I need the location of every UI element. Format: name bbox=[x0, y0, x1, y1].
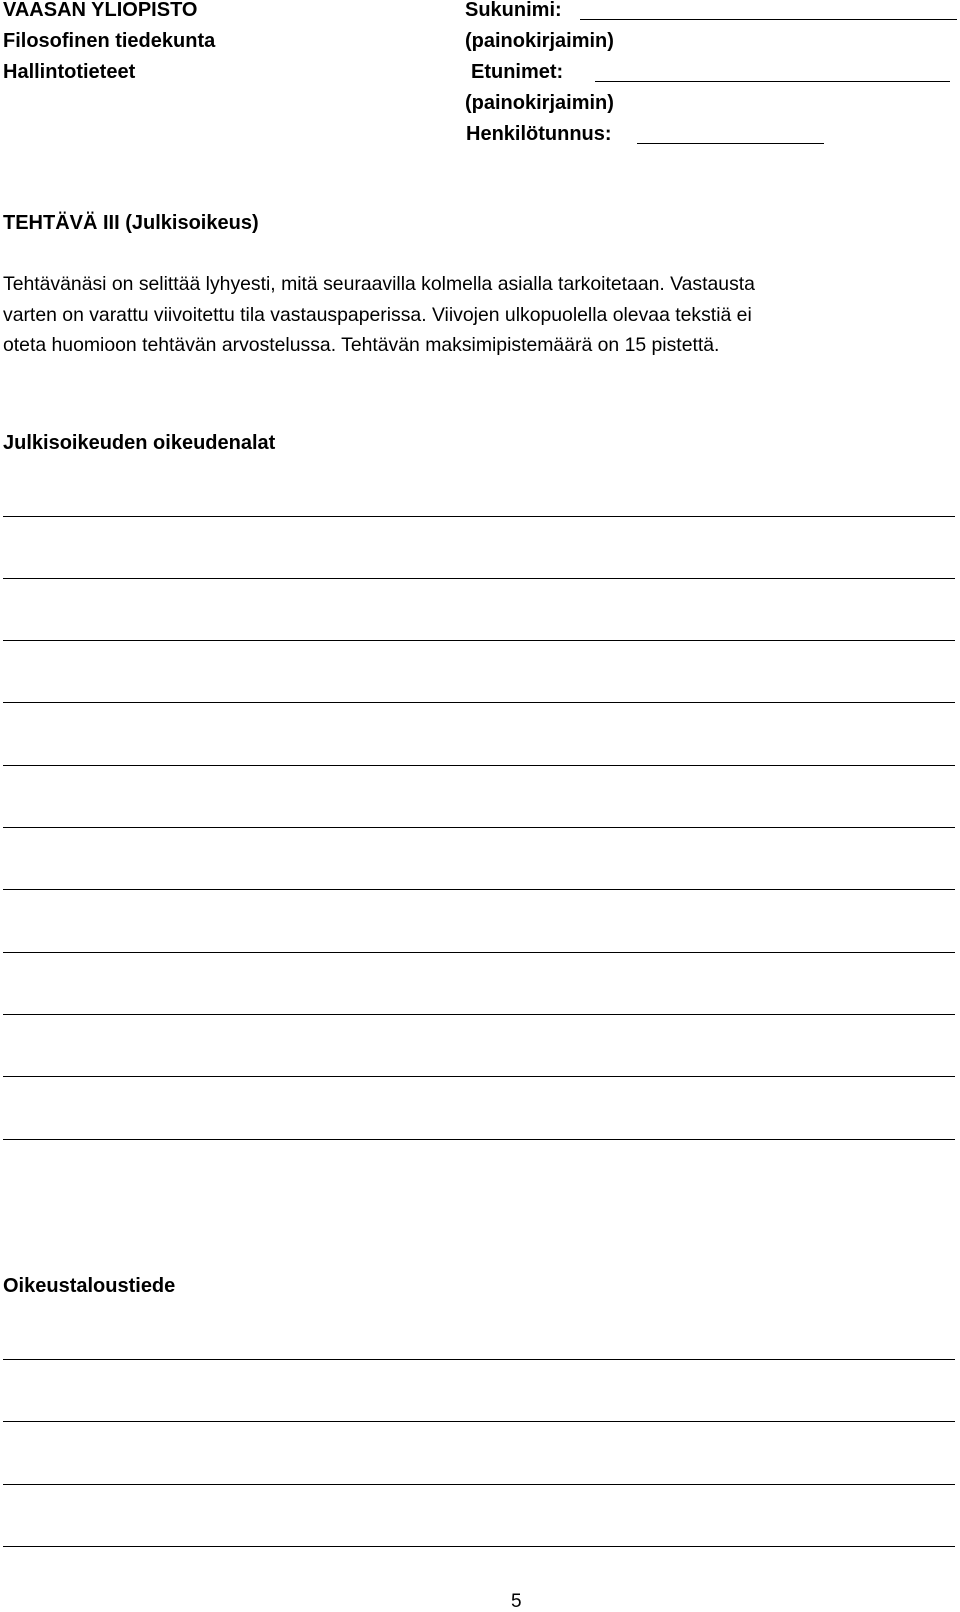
section-heading-1: Julkisoikeuden oikeudenalat bbox=[3, 432, 276, 454]
answer-line[interactable] bbox=[3, 1546, 955, 1547]
answer-line[interactable] bbox=[3, 640, 955, 641]
university-name: VAASAN YLIOPISTO bbox=[3, 0, 198, 21]
firstnames-note: (painokirjaimin) bbox=[465, 92, 614, 114]
program-name: Hallintotieteet bbox=[3, 61, 136, 83]
answer-line[interactable] bbox=[3, 765, 955, 766]
firstnames-label: Etunimet: bbox=[471, 61, 564, 83]
answer-line[interactable] bbox=[3, 516, 955, 517]
task-title: TEHTÄVÄ III (Julkisoikeus) bbox=[3, 212, 259, 234]
id-label: Henkilötunnus: bbox=[466, 123, 612, 145]
id-field-line[interactable] bbox=[637, 143, 824, 144]
answer-line[interactable] bbox=[3, 1359, 955, 1360]
instruction-line: Tehtävänäsi on selittää lyhyesti, mitä seuraavilla kolmella asialla tarkoitetaan. Vastausta bbox=[3, 273, 755, 295]
answer-line[interactable] bbox=[3, 1076, 955, 1077]
answer-line[interactable] bbox=[3, 1484, 955, 1485]
surname-field-line[interactable] bbox=[580, 19, 957, 20]
answer-line[interactable] bbox=[3, 1421, 955, 1422]
instruction-line: varten on varattu viivoitettu tila vastauspaperissa. Viivojen ulkopuolella olevaa tekstiä ei bbox=[3, 303, 752, 326]
answer-line[interactable] bbox=[3, 1014, 955, 1015]
answer-line[interactable] bbox=[3, 952, 955, 953]
answer-line[interactable] bbox=[3, 702, 955, 703]
instruction-line: oteta huomioon tehtävän arvostelussa. Tehtävän maksimipistemäärä on 15 pistettä. bbox=[3, 334, 720, 356]
firstnames-field-line[interactable] bbox=[595, 81, 950, 82]
answer-line[interactable] bbox=[3, 827, 955, 828]
surname-note: (painokirjaimin) bbox=[465, 30, 614, 52]
page-number: 5 bbox=[511, 1591, 522, 1612]
answer-line[interactable] bbox=[3, 889, 955, 890]
surname-label: Sukunimi: bbox=[465, 0, 562, 21]
section-heading-2: Oikeustaloustiede bbox=[3, 1275, 176, 1297]
answer-line[interactable] bbox=[3, 578, 955, 579]
answer-line[interactable] bbox=[3, 1139, 955, 1140]
faculty-name: Filosofinen tiedekunta bbox=[3, 30, 216, 52]
task-instructions bbox=[3, 269, 953, 361]
